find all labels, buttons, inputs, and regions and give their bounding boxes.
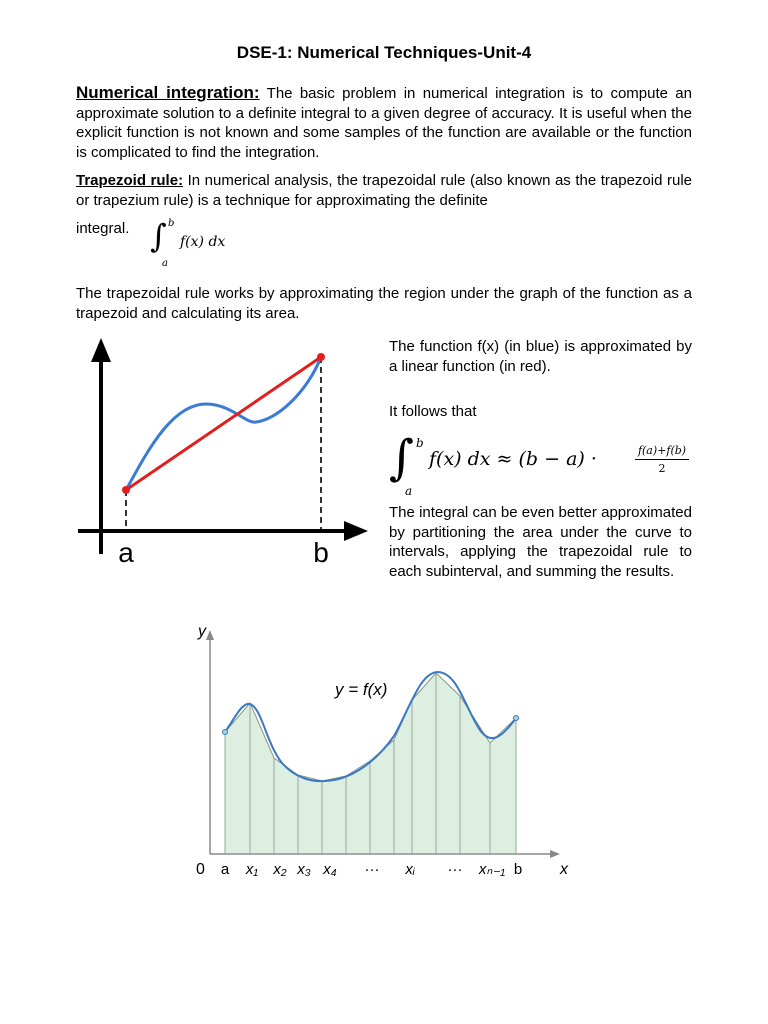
intro-heading: Numerical integration: [76,83,260,102]
fig2-tick-label: x₁ [245,861,259,878]
fig2-tick-label: ··· [447,861,463,878]
integral-lower-bound: a [162,258,168,269]
fig2-tick-label: a [220,861,230,878]
integral-upper-bound: b [168,218,175,229]
formula-integral-sign: ∫ [389,430,415,486]
formula-upper-bound: b [416,436,424,450]
trapezoid-formula [389,430,699,500]
it-follows-text: It follows that [389,403,477,420]
composite-trapezoid-figure [190,618,580,883]
fig2-origin-label: 0 [196,861,205,878]
integral-integrand: f(x) dx [180,234,226,250]
fig2-y-axis [206,630,214,854]
formula-denominator: 2 [658,462,666,475]
integral-label: integral. [76,220,130,237]
integral-sign: ∫ [150,217,167,255]
fig2-tick-label: ··· [364,861,380,878]
fig1-point-b [317,353,325,361]
trapezoid-heading: Trapezoid rule: [76,172,184,189]
fig2-tick-labels [221,861,522,878]
formula-fraction [635,444,689,475]
intro-paragraph [76,83,692,162]
fig1-y-axis [91,338,111,554]
page-title: DSE-1: Numerical Techniques-Unit-4 [236,43,532,62]
fig2-tick-label: x₂ [273,861,287,878]
fig1-linear-approx [126,357,321,490]
intro-text: The basic problem in numerical integration is to compute an approximate solution to a definite integral to a given degree of accuracy. It is useful when the explicit function is not known and some samples of the function are available or the function is complicated to find the integration. [76,85,692,161]
better-approx-paragraph: The integral can be even better approximated by partitioning the area under the curve to intervals, applying the trapezoidal rule to each subinterval, and summing the results. [389,504,692,580]
formula-numerator: f(a)+f(b) [635,444,689,460]
fig2-tick-label: xₙ₋₁ [478,861,506,878]
trapezoid-figure [76,334,376,570]
fig2-endpoint-a [223,730,228,735]
fig2-y-label: y [198,623,206,640]
definite-integral [150,218,250,268]
formula-lhs: f(x) dx ≈ (b − a) · [429,448,597,470]
fig1-label-b: b [313,537,329,568]
fig2-tick-label: x₄ [323,861,337,878]
fig2-x-label: x [560,861,568,878]
fig1-point-a [122,486,130,494]
works-paragraph: The trapezoidal rule works by approximating the region under the graph of the function as a trapezoid and calculating its area. [76,285,692,322]
fig1-label-a: a [118,537,134,568]
formula-lower-bound: a [405,484,413,498]
fig2-endpoint-b [514,716,519,721]
fig2-tick-label: xᵢ [405,861,415,878]
trapezoid-text: In numerical analysis, the trapezoidal rule (also known as the trapezoid rule or trapezium rule) is a technique for approximating the definite [76,172,692,209]
approx-paragraph: The function f(x) (in blue) is approximated by a linear function (in red). [389,338,692,375]
fig2-tick-label: x₃ [297,861,311,878]
fig2-curve-label: y = f(x) [335,680,388,699]
fig2-tick-label: b [513,861,523,878]
trapezoid-paragraph [76,171,692,210]
